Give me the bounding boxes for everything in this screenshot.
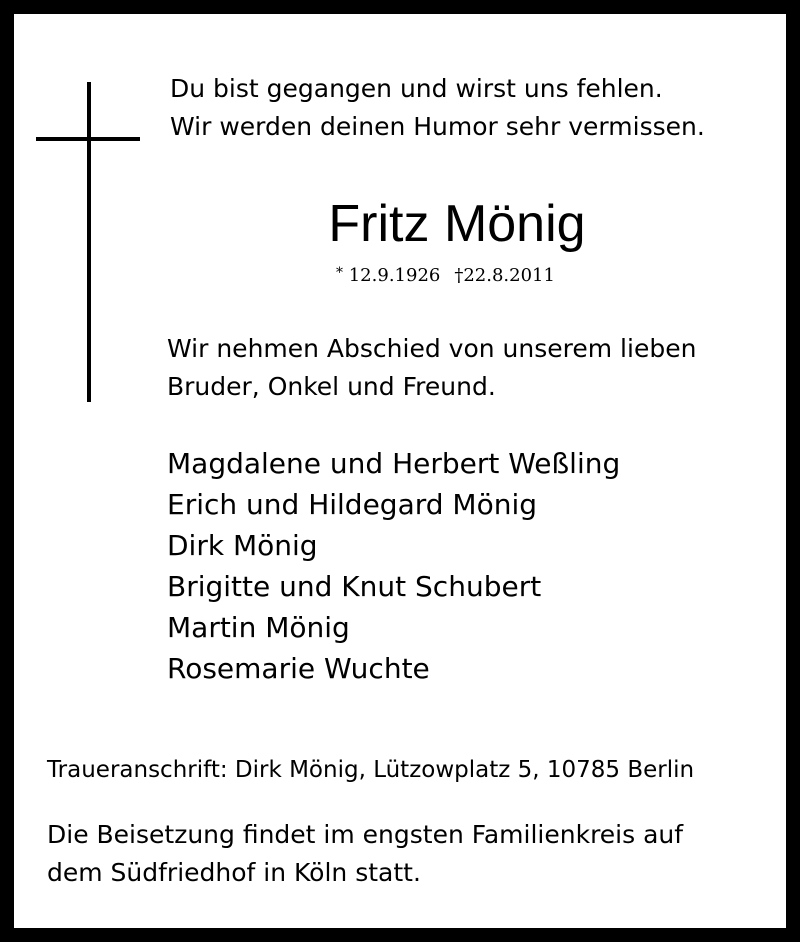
birth-date: 12.9.1926 [348,265,441,286]
deceased-name: Fritz Mönig [328,195,586,253]
mourner-2: Erich und Hildegard Mönig [167,488,538,521]
death-symbol: † [454,265,464,286]
birth-symbol: * [336,265,343,281]
burial-note-line-2: dem Südfriedhof in Köln statt. [47,858,421,887]
mourner-5: Martin Mönig [167,611,350,644]
life-dates [336,265,555,286]
cross-horizontal-bar [36,137,140,141]
farewell-line-2: Bruder, Onkel und Freund. [167,372,496,401]
verse-line-2: Wir werden deinen Humor sehr vermissen. [170,112,705,141]
verse-line-1: Du bist gegangen und wirst uns fehlen. [170,74,663,103]
mourner-1: Magdalene und Herbert Weßling [167,447,621,480]
mourner-3: Dirk Mönig [167,529,318,562]
mourner-6: Rosemarie Wuchte [167,652,430,685]
mourner-4: Brigitte und Knut Schubert [167,570,542,603]
death-date: 22.8.2011 [463,265,555,286]
condolence-address: Traueranschrift: Dirk Mönig, Lützowplatz 5, 10785 Berlin [47,757,695,783]
farewell-line-1: Wir nehmen Abschied von unserem lieben [167,334,697,363]
burial-note-line-1: Die Beisetzung findet im engsten Familienkreis auf [47,820,684,849]
